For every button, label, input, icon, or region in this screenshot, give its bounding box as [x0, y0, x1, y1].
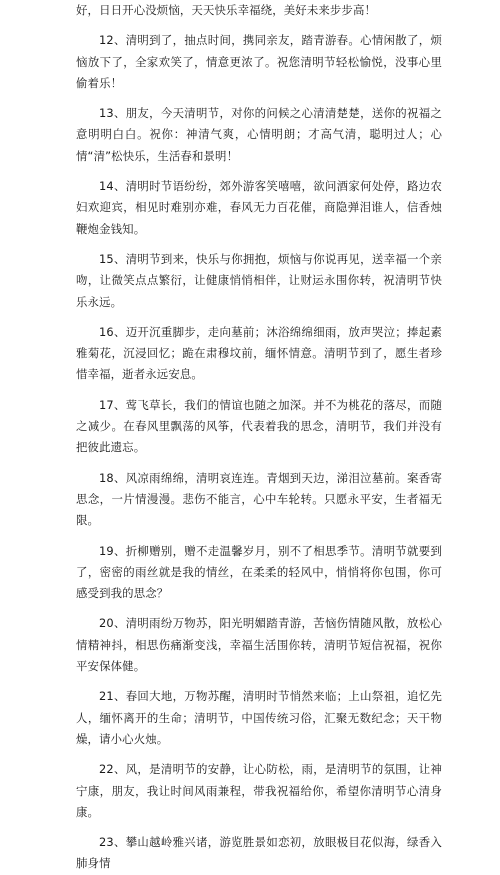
- paragraph-22: 22、风，是清明节的安静，让心防松，雨，是清明节的氛围，让神宁康，朋友，我让时间风雨兼程，带我祝福给你，希望你清明节心清身康。: [76, 762, 442, 819]
- paragraph-23: 23、攀山越岭雅兴诸，游览胜景如恋初，放眼极目花似海，绿香入肺身情: [76, 835, 442, 871]
- paragraph-19: 19、折柳赠别，赠不走温馨岁月，别不了相思季节。清明节就要到了，密密的雨丝就是我的情丝，在柔柔的轻风中，悄悄将你包围，你可感受到我的思念？: [76, 543, 442, 601]
- paragraph-continuation: 好，日日开心没烦恼，天天快乐幸福绕，美好未来步步高！: [76, 3, 377, 17]
- paragraph-15: 15、清明节到来，快乐与你拥抱，烦恼与你说再见，送幸福一个亲吻，让微笑点点繁衍，让健康悄悄相伴，让财运永围你转，祝清明节快乐永远。: [76, 251, 442, 309]
- paragraph-14: 14、清明时节语纷纷，郊外游客笑嘻嘻，欲问酒家何处停，路边农妇欢迎宾，相见时难别亦难，春风无力百花催，商隐弹泪谁人，信香烛鞭炮金钱知。: [76, 179, 442, 236]
- paragraph-16: 16、迈开沉重脚步，走向墓前；沐浴绵绵细雨，放声哭泣；捧起素雅菊花，沉浸回忆；跪在肃穆坟前，缅怀情意。清明节到了，愿生者珍惜幸福，逝者永远安息。: [76, 324, 442, 382]
- paragraph-12: 12、清明到了，抽点时间，携同亲友，踏青游春。心情闲散了，烦恼放下了，全家欢笑了，情意更浓了。祝您清明节轻松愉悦，没事心里偷着乐！: [76, 33, 442, 90]
- paragraph-20: 20、清明雨纷万物苏，阳光明媚踏青游，苦恼伤情随风散，放松心情精神抖，相思伤痛渐变浅，幸福生活围你转，清明节短信祝福，祝你平安保体健。: [76, 616, 442, 674]
- paragraph-18: 18、风凉雨绵绵，清明哀连连。青烟到天边，涕泪泣墓前。案香寄思念，一片情漫漫。悲伤不能言，心中车轮转。只愿永平安，生者福无限。: [76, 470, 442, 528]
- paragraph-21: 21、春回大地，万物苏醒，清明时节悄然来临；上山祭祖，追忆先人，缅怀离开的生命；清明节，中国传统习俗，汇聚无数纪念；天干物燥，请小心火烛。: [76, 689, 442, 746]
- paragraph-17: 17、莺飞草长，我们的情谊也随之加深。并不为桃花的落尽，而随之减少。在春风里飘荡的风筝，代表着我的思念，清明节，我们并没有把彼此遗忘。: [76, 397, 442, 455]
- paragraph-13: 13、朋友，今天清明节，对你的问候之心清清楚楚，送你的祝福之意明明白白。祝你：神清气爽，心情明朗；才高气清，聪明过人；心情“清”松快乐，生活春和景明！: [76, 106, 442, 163]
